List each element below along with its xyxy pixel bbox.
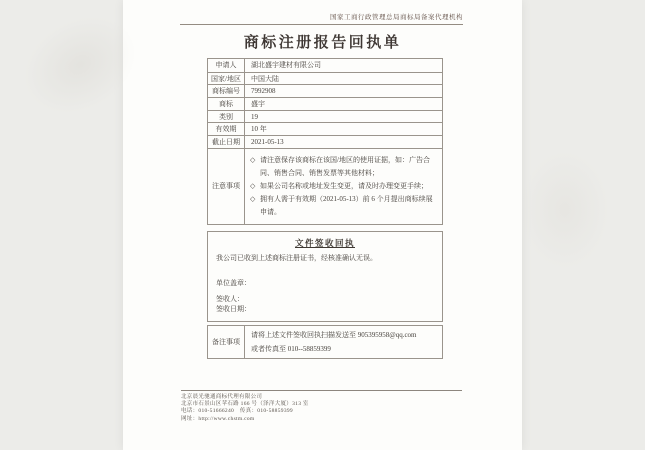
- row-label: 类别: [208, 111, 245, 123]
- footer-address: 北京市石景山区苹石路 166 号（泽洋大厦）313 室: [181, 401, 309, 408]
- note-text: 如果公司名称或地址发生变更，请及时办理变更手续；: [260, 181, 428, 190]
- row-value: 中国大陆: [251, 74, 279, 83]
- remarks-line-email: 请将上述文件签收回执扫描发送至 905395958@qq.com: [251, 331, 417, 339]
- document-title: 商标注册报告回执单: [243, 35, 402, 51]
- receipt-title: 文件签收回执: [294, 238, 355, 248]
- row-value: 10 年: [251, 125, 267, 134]
- trademark-info-table: [207, 58, 443, 225]
- footer-website: 网址：http://www.chstm.com: [181, 415, 255, 422]
- diamond-bullet-icon: ◇: [250, 194, 256, 203]
- row-label: 商标编号: [208, 85, 245, 97]
- table-row-class: [208, 110, 442, 123]
- signature-block: [216, 295, 251, 314]
- scan-smudge: [520, 150, 610, 270]
- table-row-notes: [208, 148, 442, 224]
- remarks-content: [245, 326, 442, 358]
- row-label: 国家/地区: [208, 73, 245, 85]
- row-value: 盛宇: [251, 99, 265, 108]
- note-text: 请注意保存该商标在该国/地区的使用证据，如：广告合同、销售合同、销售发票等其他材料；: [260, 155, 430, 177]
- remarks-label: 备注事项: [208, 326, 245, 358]
- table-row-country: [208, 72, 442, 85]
- unit-seal-label: 单位盖章：: [216, 279, 251, 287]
- note-item: [250, 180, 434, 193]
- row-value: 2021-05-13: [251, 137, 284, 146]
- table-row-applicant: [208, 59, 442, 72]
- sign-date-label: 签收日期：: [216, 304, 251, 313]
- row-value: 湖北盛宇建材有限公司: [251, 61, 321, 70]
- receipt-section: [207, 231, 443, 322]
- row-label: 注意事项: [208, 149, 245, 224]
- signer-label: 签收人：: [216, 295, 244, 303]
- table-row-expiry-date: [208, 135, 442, 148]
- agency-header-line: 国家工商行政管理总局商标局备案代理机构: [180, 12, 463, 25]
- table-row-validity: [208, 122, 442, 135]
- remarks-table: [207, 325, 443, 359]
- footer-company-name: 北京晨光驰通商标代理有限公司: [181, 394, 263, 400]
- remarks-line-fax: 或者传真至 010--58859399: [251, 345, 331, 353]
- notes-list: [245, 149, 442, 224]
- row-label: 商标: [208, 98, 245, 110]
- note-item: [250, 154, 434, 180]
- row-value: 19: [251, 112, 258, 121]
- table-row-trademark: [208, 97, 442, 110]
- row-label: 截止日期: [208, 136, 245, 148]
- note-text: 拥有人需于有效期（2021-05-13）前 6 个月提出商标续展申请。: [260, 194, 433, 216]
- agency-footer: [181, 390, 462, 423]
- diamond-bullet-icon: ◇: [250, 155, 256, 164]
- note-item: [250, 193, 434, 219]
- diamond-bullet-icon: ◇: [250, 181, 256, 190]
- receipt-confirmation-text: 我公司已收到上述商标注册证书，经核准确认无误。: [216, 254, 377, 262]
- table-row-trademark-number: [208, 84, 442, 97]
- row-value: 7992908: [251, 87, 276, 96]
- row-label: 有效期: [208, 123, 245, 135]
- row-label: 申请人: [208, 59, 245, 72]
- footer-phone-fax: 电话：010-51666240 传真：010-58859399: [181, 408, 293, 415]
